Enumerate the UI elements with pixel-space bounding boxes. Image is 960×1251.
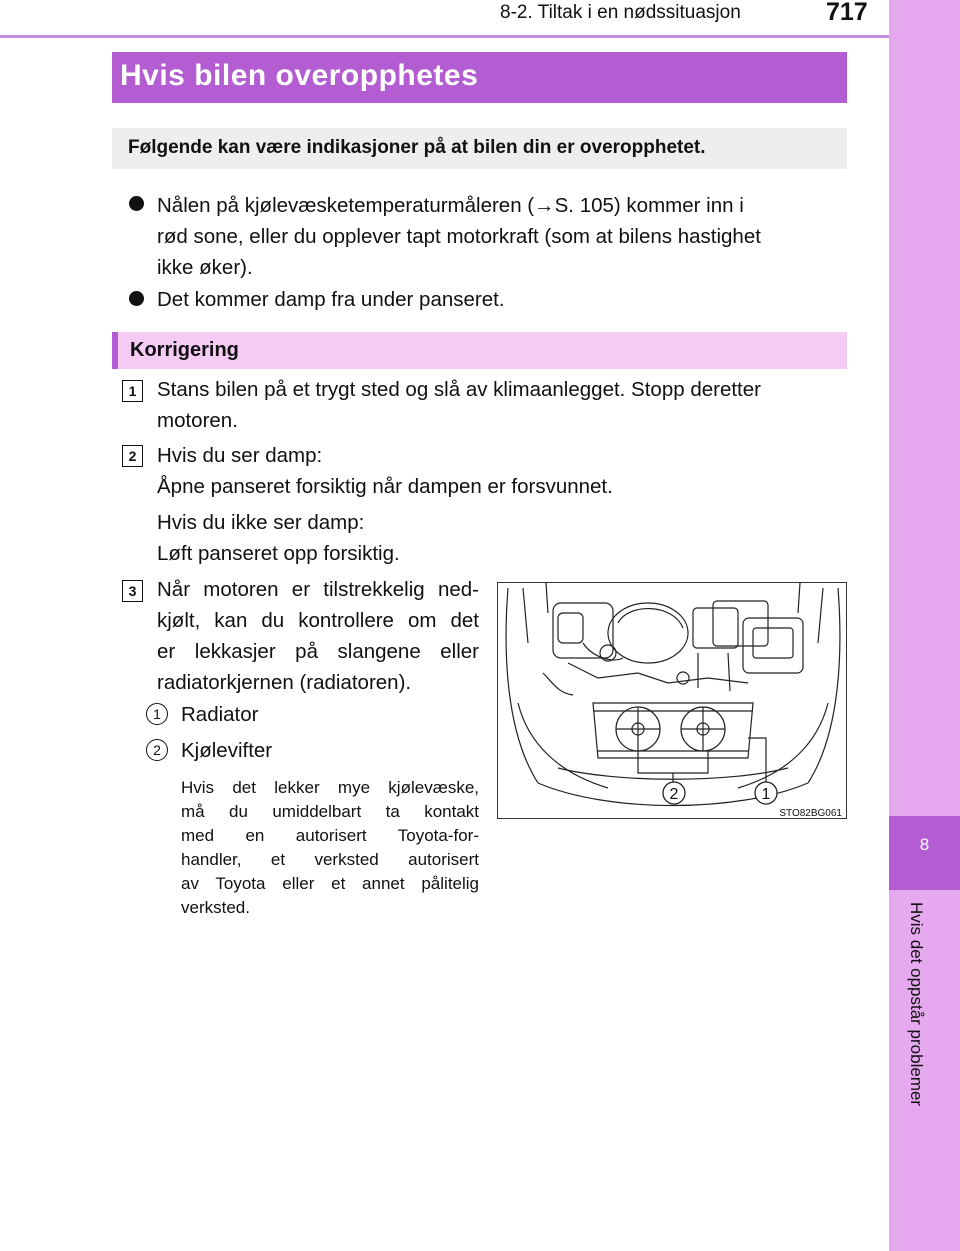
step-line: Stans bilen på et trygt sted og slå av klimaanlegget. Stopp deretter: [157, 378, 761, 401]
step-number-1: 1: [122, 380, 143, 402]
step-number-3: 3: [122, 580, 143, 602]
page-title: Hvis bilen overopphetes: [120, 59, 479, 92]
chapter-title-container: [906, 902, 946, 1142]
correction-heading: Korrigering: [130, 339, 239, 361]
bullet-dot: [129, 291, 144, 306]
bullet-dot: [129, 196, 144, 211]
chapter-title: Hvis det oppstår problemer: [907, 902, 926, 1107]
note-line: av Toyota eller et annet pålitelig: [181, 874, 479, 893]
chapter-number: 8: [889, 816, 960, 890]
bullet-line: Det kommer damp fra under panseret.: [157, 288, 505, 311]
figure-callouts: [663, 782, 777, 804]
engine-bay-illustration: [497, 582, 847, 819]
step-2-text: [157, 440, 841, 569]
step-1-text: [157, 374, 841, 436]
callout-1: 1: [761, 786, 771, 803]
step-line: er lekkasjer på slangene eller: [157, 640, 479, 663]
step-line: Hvis du ser damp:: [157, 444, 323, 467]
bullet-item: [157, 284, 841, 315]
step-line: kjølt, kan du kontrollere om det: [157, 609, 479, 632]
bullet-line: rød sone, eller du opplever tapt motorkraft (som at bilens hastighet: [157, 225, 761, 248]
page-title-bar: [112, 52, 847, 103]
correction-heading-bar: [112, 332, 847, 369]
step-3-text: [157, 574, 479, 698]
part-number-1: 1: [146, 703, 168, 725]
note-line: med en autorisert Toyota-for-: [181, 826, 479, 845]
intro-text: Følgende kan være indikasjoner på at bilen din er overopphetet.: [128, 137, 706, 158]
intro-box: [112, 128, 847, 169]
step-number-2: 2: [122, 445, 143, 467]
step-line: radiatorkjernen (radiatoren).: [157, 671, 412, 694]
step-line: Når motoren er tilstrekkelig ned-: [157, 578, 479, 601]
page-number: 717: [826, 0, 868, 26]
note-line: verksted.: [181, 898, 250, 917]
step-line: Åpne panseret forsiktig når dampen er forsvunnet.: [157, 475, 613, 498]
part-label-1: Radiator: [181, 703, 259, 726]
note-line: Hvis det lekker mye kjølevæske,: [181, 778, 479, 797]
part-label-2: Kjølevifter: [181, 739, 273, 762]
bullet-line: Nålen på kjølevæsketemperaturmåleren (→S. 105) kommer inn i: [157, 194, 744, 217]
step-line: Hvis du ikke ser damp:: [157, 511, 365, 534]
note-line: må du umiddelbart ta kontakt: [181, 802, 479, 821]
header-rule: [0, 35, 889, 38]
section-header: 8-2. Tiltak i en nødssituasjon: [500, 2, 741, 23]
step-line: Løft panseret opp forsiktig.: [157, 542, 400, 565]
bullet-item: [157, 190, 841, 283]
step-line: motoren.: [157, 409, 238, 432]
warning-note: [181, 776, 479, 920]
engine-bay-drawing: [498, 583, 847, 819]
bullet-line: ikke øker).: [157, 256, 253, 279]
figure-code: STO82BG061: [779, 808, 842, 819]
part-number-2: 2: [146, 739, 168, 761]
note-line: handler, et verksted autorisert: [181, 850, 479, 869]
callout-2: 2: [669, 786, 679, 803]
